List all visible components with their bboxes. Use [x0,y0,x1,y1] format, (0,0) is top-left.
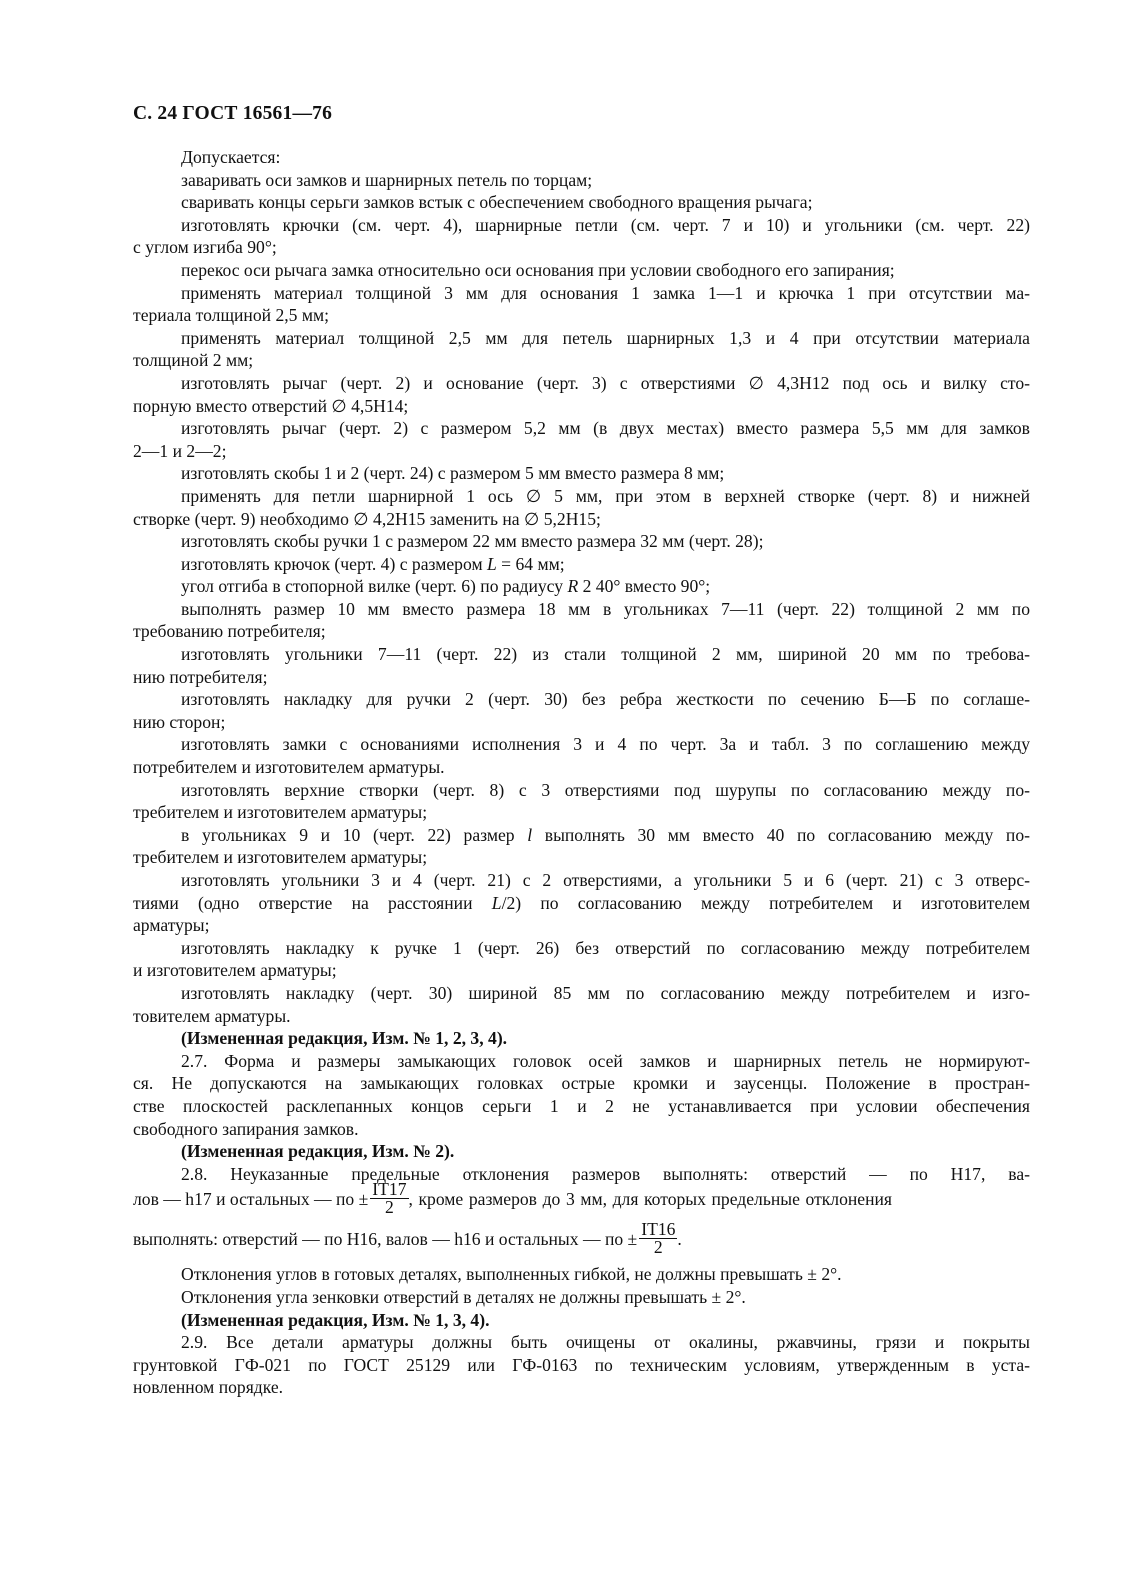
list-item-line: териала толщиной 2,5 мм; [133,305,329,326]
fraction-it17 [370,1178,408,1217]
paragraph-line: Отклонения углов в готовых деталях, выполненных гибкой, не должны превышать ± 2°. [181,1264,842,1285]
allowed-list-item [133,530,1030,553]
section-2-8 [133,1163,1030,1309]
paragraph-line: стве плоскостей расклепанных концов серьги 1 и 2 не устанавливается при условии обеспечения [133,1095,1030,1116]
list-item-line: применять для петли шарнирной 1 ось ∅ 5 мм, при этом в верхней створке (черт. 8) и нижней [181,485,1030,506]
document-body [133,146,1030,1399]
paragraph-line-with-fraction [133,1219,1030,1259]
list-item-line: изготовлять угольники 7—11 (черт. 22) из стали толщиной 2 мм, шириной 20 мм по требова- [181,644,1030,665]
list-item-line: перекос оси рычага замка относительно оси основания при условии свободного его запирания; [181,259,895,280]
amendment-note: (Измененная редакция, Изм. № 1, 2, 3, 4). [181,1028,508,1049]
allowed-list-item [133,643,1030,688]
allowed-list-item [133,191,1030,214]
section-2-9 [133,1331,1030,1399]
paragraph-line-with-fraction [133,1179,1030,1219]
list-item-line: требителем и изготовителем арматуры; [133,802,428,823]
list-item-line: изготовлять крючок (черт. 4) с размером L = 64 мм; [181,553,565,574]
math-variable: l [527,824,533,845]
paragraph-line: новленном порядке. [133,1377,284,1398]
allowed-list-item [133,282,1030,327]
text-segment: . [677,1229,682,1250]
allowed-list-item [133,169,1030,192]
list-item-line: потребителем и изготовителем арматуры. [133,757,445,778]
allowed-list-item [133,688,1030,733]
list-item-line: толщиной 2 мм; [133,350,254,371]
allowed-list-item [133,417,1030,462]
allowed-list-item [133,869,1030,937]
list-item-line: с углом изгиба 90°; [133,237,277,258]
list-item-line: заваривать оси замков и шарнирных петель по торцам; [181,169,593,190]
list-item-line: изготовлять накладку (черт. 30) шириной 85 мм по согласованию между потребителем и изго- [181,982,1030,1003]
paragraph-line: 2.8. Неуказанные предельные отклонения размеров выполнять: отверстий — по H17, ва- [181,1163,1030,1184]
list-item-line: арматуры; [133,915,210,936]
amendment-note: (Измененная редакция, Изм. № 1, 3, 4). [181,1309,490,1330]
list-item-line: изготовлять скобы ручки 1 с размером 22 мм вместо размера 32 мм (черт. 28); [181,531,764,552]
math-variable: L [491,892,502,913]
paragraph-line: 2.9. Все детали арматуры должны быть очищены от окалины, ржавчины, грязи и покрыты [181,1332,1030,1353]
section-2-7 [133,1050,1030,1140]
paragraph-line: Отклонения угла зенковки отверстий в деталях не должны превышать ± 2°. [181,1286,746,1307]
math-variable: R [567,576,579,597]
paragraph-line: грунтовкой ГФ-021 по ГОСТ 25129 или ГФ-0163 по техническим условиям, утвержденным в уста- [133,1354,1030,1375]
allowed-list-item [133,982,1030,1027]
paragraph-line: ся. Не допускаются на замыкающих головках острые кромки и заусенцы. Положение в простран- [133,1073,1030,1094]
list-item-line: изготовлять угольники 3 и 4 (черт. 21) с 2 отверстиями, а угольники 5 и 6 (черт. 21) с 3 отверс- [181,870,1030,890]
allowed-list-item [133,779,1030,824]
list-item-line: сваривать концы серьги замков встык с обеспечением свободного вращения рычага; [181,192,813,213]
list-item-line: изготовлять верхние створки (черт. 8) с 3 отверстиями под шурупы по согласованию между по- [181,779,1030,800]
list-item-line: применять материал толщиной 2,5 мм для петель шарнирных 1,3 и 4 при отсутствии материала [181,327,1030,348]
list-item-line: изготовлять накладку для ручки 2 (черт. 30) без ребра жесткости по сечению Б—Б по соглаше- [181,689,1030,710]
allowed-list-item [133,462,1030,485]
fraction-denominator: 2 [385,1196,394,1217]
list-item-line: в угольниках 9 и 10 (черт. 22) размер l выполнять 30 мм вместо 40 по согласованию между по- [181,824,1030,845]
list-item-line: 2—1 и 2—2; [133,440,227,461]
list-item-line: изготовлять замки с основаниями исполнения 3 и 4 по черт. 3а и табл. 3 по соглашению между [181,734,1030,755]
allowed-list-item [133,824,1030,869]
list-item-line: порную вместо отверстий ∅ 4,5H14; [133,395,409,416]
paragraph-line: 2.7. Форма и размеры замыкающих головок осей замков и шарнирных петель не нормируют- [181,1050,1030,1071]
list-item-line: требителем и изготовителем арматуры; [133,847,428,868]
list-item-line: изготовлять крючки (см. черт. 4), шарнирные петли (см. черт. 7 и 10) и угольники (см. черт. 22) [181,214,1030,235]
math-variable: L [486,553,497,574]
text-segment: лов — h17 и остальных — по ± [133,1189,369,1210]
allowed-list-item [133,214,1030,259]
fraction-numerator: IT16 [641,1218,676,1239]
allowed-list-item [133,575,1030,598]
list-item-line: нию потребителя; [133,666,268,687]
list-item-line: применять материал толщиной 3 мм для основания 1 замка 1—1 и крючка 1 при отсутствии ма- [181,282,1030,303]
allowed-list-item [133,937,1030,982]
list-item-line: товителем арматуры. [133,1005,291,1026]
allowed-list-item [133,372,1030,417]
list-item-line: выполнять размер 10 мм вместо размера 18 мм в угольниках 7—11 (черт. 22) толщиной 2 мм по [181,598,1030,619]
allowed-list-item [133,327,1030,372]
fraction-it16 [639,1218,677,1257]
amendment-note: (Измененная редакция, Изм. № 2). [181,1141,455,1162]
page-header: С. 24 ГОСТ 16561—76 [133,103,333,124]
list-item-line: створке (черт. 9) необходимо ∅ 4,2H15 заменить на ∅ 5,2H15; [133,508,601,529]
list-item-line: тиями (одно отверстие на расстоянии L/2) по согласованию между потребителем и изготовителем [133,892,1030,913]
fraction-numerator: IT17 [372,1178,407,1199]
allowed-list-item [133,553,1030,576]
list-item-line: нию сторон; [133,711,226,732]
allowed-list-item [133,485,1030,530]
list-item-line: угол отгиба в стопорной вилке (черт. 6) по радиусу R 2 40° вместо 90°; [181,576,711,597]
fraction-denominator: 2 [653,1236,663,1257]
list-item-line: изготовлять скобы 1 и 2 (черт. 24) с размером 5 мм вместо размера 8 мм; [181,463,725,484]
list-item-line: и изготовителем арматуры; [133,960,337,981]
list-item-line: изготовлять накладку к ручке 1 (черт. 26) без отверстий по согласованию между потребителем [181,937,1030,958]
allowed-intro: Допускается: [181,147,281,167]
allowed-list-item [133,259,1030,282]
list-item-line: требованию потребителя; [133,621,326,642]
text-segment: выполнять: отверстий — по H16, валов — h16 и остальных — по ± [133,1229,638,1250]
paragraph-line: свободного запирания замков. [133,1118,359,1139]
list-item-line: изготовлять рычаг (черт. 2) с размером 5,2 мм (в двух местах) вместо размера 5,5 мм для замков [181,418,1030,439]
text-segment: , кроме размеров до 3 мм, для которых предельные отклонения [408,1189,893,1210]
allowed-list [133,169,1030,1028]
allowed-list-item [133,598,1030,643]
list-item-line: изготовлять рычаг (черт. 2) и основание (черт. 3) с отверстиями ∅ 4,3H12 под ось и вилку сто- [181,372,1030,393]
allowed-list-item [133,733,1030,778]
